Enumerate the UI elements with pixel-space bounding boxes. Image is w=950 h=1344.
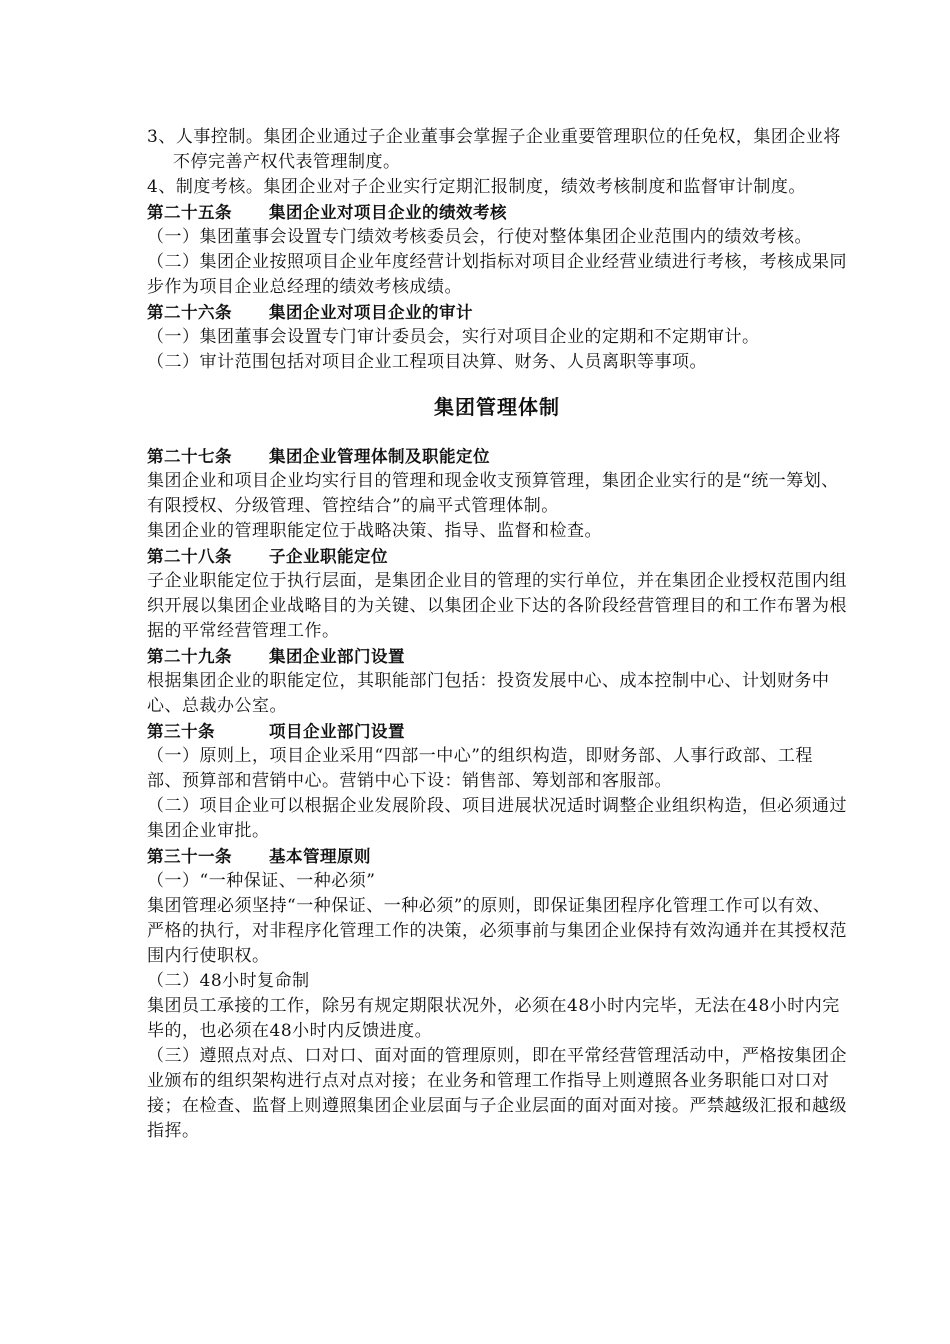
article-title: 子企业职能定位 bbox=[269, 547, 388, 566]
paragraph: 根据集团企业的职能定位，其职能部门包括：投资发展中心、成本控制中心、计划财务中心、总裁办公室。 bbox=[147, 671, 830, 716]
paragraph: 4、制度考核。集团企业对子企业实行定期汇报制度，绩效考核制度和监督审计制度。 bbox=[147, 177, 806, 197]
article-heading bbox=[147, 719, 847, 744]
article-number: 第二十九条 bbox=[147, 647, 232, 666]
article-number: 第二十七条 bbox=[147, 447, 232, 466]
article-number: 第三十条 bbox=[147, 722, 215, 741]
article-title: 基本管理原则 bbox=[269, 847, 371, 866]
paragraph: （三）遵照点对点、口对口、面对面的管理原则，即在平常经营管理活动中，严格按集团企业颁布的组织架构进行点对点对接；在业务和管理工作指导上则遵照各业务职能口对口对接；在检查、监督上则遵照集团企业层面与子企业层面的面对面对接。严禁越级汇报和越级指挥。 bbox=[147, 1046, 847, 1141]
article-title: 集团企业对项目企业的审计 bbox=[269, 303, 473, 322]
paragraph: （二）项目企业可以根据企业发展阶段、项目进展状况适时调整企业组织构造，但必须通过集团企业审批。 bbox=[147, 796, 847, 841]
article-number: 第二十五条 bbox=[147, 203, 232, 222]
article-heading bbox=[147, 544, 847, 569]
paragraph: 集团企业的管理职能定位于战略决策、指导、监督和检查。 bbox=[147, 521, 602, 541]
paragraph: （一）集团董事会设置专门审计委员会，实行对项目企业的定期和不定期审计。 bbox=[147, 327, 760, 347]
paragraph: 子企业职能定位于执行层面，是集团企业目的管理的实行单位，并在集团企业授权范围内组织开展以集团企业战略目的为关键、以集团企业下达的各阶段经营管理目的和工作布署为根据的平常经营管理工作。 bbox=[147, 571, 847, 641]
article-title: 集团企业部门设置 bbox=[269, 647, 405, 666]
paragraph: （一）原则上，项目企业采用“四部一中心”的组织构造，即财务部、人事行政部、工程部、预算部和营销中心。营销中心下设：销售部、筹划部和客服部。 bbox=[147, 746, 813, 791]
article-heading bbox=[147, 200, 847, 225]
paragraph: （一）“一种保证、一种必须” bbox=[147, 871, 376, 891]
article-heading bbox=[147, 844, 847, 869]
paragraph: （二）审计范围包括对项目企业工程项目决算、财务、人员离职等事项。 bbox=[147, 352, 707, 372]
article-title: 项目企业部门设置 bbox=[269, 722, 405, 741]
paragraph: 集团员工承接的工作，除另有规定期限状况外，必须在48小时内完毕，无法在48小时内完毕的，也必须在48小时内反馈进度。 bbox=[147, 996, 840, 1041]
article-number: 第二十八条 bbox=[147, 547, 232, 566]
article-title: 集团企业对项目企业的绩效考核 bbox=[269, 203, 507, 222]
paragraph: （二）集团企业按照项目企业年度经营计划指标对项目企业经营业绩进行考核，考核成果同步作为项目企业总经理的绩效考核成绩。 bbox=[147, 252, 847, 297]
article-number: 第三十一条 bbox=[147, 847, 232, 866]
article-heading bbox=[147, 300, 847, 325]
section-title: 集团管理体制 bbox=[434, 395, 560, 419]
article-title: 集团企业管理体制及职能定位 bbox=[269, 447, 490, 466]
article-heading bbox=[147, 444, 847, 469]
document-body bbox=[147, 125, 847, 1144]
paragraph: （一）集团董事会设置专门绩效考核委员会，行使对整体集团企业范围内的绩效考核。 bbox=[147, 227, 812, 247]
paragraph: 集团管理必须坚持“一种保证、一种必须”的原则，即保证集团程序化管理工作可以有效、严格的执行，对非程序化管理工作的决策，必须事前与集团企业保持有效沟通并在其授权范围内行使职权。 bbox=[147, 896, 847, 966]
paragraph: （二）48小时复命制 bbox=[147, 971, 310, 991]
paragraph: 3、人事控制。集团企业通过子企业董事会掌握子企业重要管理职位的任免权，集团企业将不停完善产权代表管理制度。 bbox=[147, 127, 841, 172]
paragraph: 集团企业和项目企业均实行目的管理和现金收支预算管理，集团企业实行的是“统一筹划、有限授权、分级管理、管控结合”的扁平式管理体制。 bbox=[147, 471, 839, 516]
article-heading bbox=[147, 644, 847, 669]
article-number: 第二十六条 bbox=[147, 303, 232, 322]
